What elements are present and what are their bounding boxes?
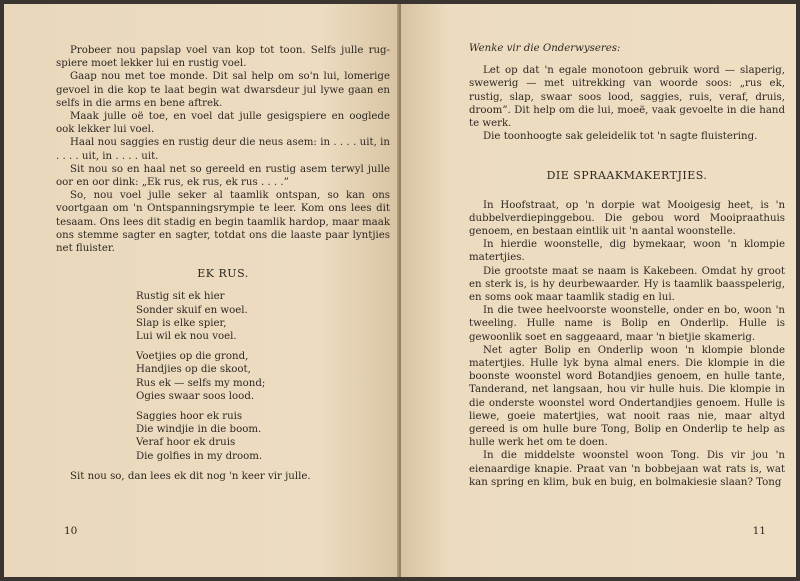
right-page — [401, 4, 796, 577]
stanza — [136, 290, 390, 343]
stanza — [136, 350, 390, 403]
paragraph: Sit nou so en haal net so gereeld en rustig asem terwyl julle oor en oor dink: „Ek rus, ek rus, ek rus . . . .” — [56, 163, 390, 189]
poem — [136, 290, 390, 462]
poem-line: Ogies swaar soos lood. — [136, 390, 255, 402]
section-heading: DIE SPRAAKMAKERTJIES. — [546, 169, 708, 183]
paragraph: In Hoofstraat, op 'n dorpie wat Mooigesig heet, is 'n dubbelverdiepinggebou. Die gebou word Mooipraathuis genoem, en bestaan eintlik uit 'n aantal woonstelle. — [469, 199, 785, 238]
paragraph: Die grootste maat se naam is Kakebeen. Omdat hy groot en sterk is, is hy deurbewaarder. Hy is taamlik baasspelerig, en soms ook maar taamlik stadig en lui. — [469, 265, 785, 304]
poem-line: Lui wil ek nou voel. — [136, 331, 237, 343]
paragraph: In die middelste woonstel woon Tong. Dis vir jou 'n eienaardige knapie. Praat van 'n bobbejaan wat rats is, wat kan spring en klim, buk en buig, en bolmakiesie slaan? Tong — [469, 450, 785, 488]
page-number: 11 — [752, 525, 766, 537]
paragraph: Haal nou saggies en rustig deur die neus asem: in . . . . uit, in . . . . uit, in . . . . uit. — [56, 137, 390, 162]
left-page-text — [56, 44, 390, 483]
right-page-text — [469, 42, 785, 489]
page-number: 10 — [64, 525, 78, 537]
poem-line: Saggies hoor ek ruis — [136, 411, 243, 423]
paragraph: In die twee heelvoorste woonstelle, onder en bo, woon 'n tweeling. Hulle name is Bolip en Onderlip. Hulle is gewoonlik soet en saggeaard, maar 'n bietjie skamerig. — [469, 305, 785, 343]
poem-line: Handjies op die skoot, — [136, 364, 251, 376]
paragraph: Maak julle oë toe, en voel dat julle gesigspiere en ooglede ook lekker lui voel. — [56, 111, 390, 136]
poem-line: Slap is elke spier, — [136, 317, 227, 329]
poem-line: Voetjies op die grond, — [136, 351, 249, 363]
poem-line: Die windjie in die boom. — [136, 424, 262, 436]
paragraph: In hierdie woonstelle, dig bymekaar, woon 'n klompie matertjies. — [469, 239, 785, 264]
paragraph: Probeer nou papslap voel van kop tot toon. Selfs julle rugspiere moet lekker lui en rustig voel. — [56, 45, 390, 70]
stanza — [136, 410, 390, 463]
book-spread — [4, 4, 796, 577]
poem-line: Rus ek — selfs my mond; — [136, 377, 266, 389]
poem-line: Rustig sit ek hier — [136, 291, 225, 303]
closing-line: Sit nou so, dan lees ek dit nog 'n keer vir julle. — [70, 470, 311, 482]
paragraph: Let op dat 'n egale monotoon gebruik word — slaperig, swewerig — met uitrekking van woorde soos: „rus ek, rustig, slap, swaar soos lood, saggies, ruis, veraf, druis, droom”. Dit help om die lui, moeë, vaak gevoelte in die hand te werk. — [469, 65, 785, 130]
paragraph: Gaap nou met toe monde. Dit sal help om so'n lui, lomerige gevoel in die kop te laat begin wat dwarsdeur jul lywe gaan en selfs in die arms en bene aftrek. — [56, 71, 390, 109]
paragraph: Net agter Bolip en Onderlip woon 'n klompie blonde matertjies. Hulle lyk byna almal eners. Die klompie in die boonste woonstel word Botandjies genoem, en hulle tante, Tanderand, net langsaan, hou vir hulle huis. Die klompie in die onderste woonstel word Ondertandjies genoem. Hulle is liewe, goeie matertjies, wat nooit raas nie, maar altyd gereed is om hulle bure Tong, Bolip en Onderlip te help as hulle werk het om te doen. — [469, 344, 785, 449]
poem-line: Die golfies in my droom. — [136, 450, 263, 462]
paragraph: Die toonhoogte sak geleidelik tot 'n sagte fluistering. — [483, 131, 758, 143]
poem-line: Veraf hoor ek druis — [136, 437, 236, 449]
left-page — [4, 4, 399, 577]
wenke-title: Wenke vir die Onderwyseres: — [469, 43, 621, 54]
paragraph: So, nou voel julle seker al taamlik ontspan, so kan ons voortgaan om 'n Ontspanningsrympie te leer. Kom ons lees dit tesaam. Ons lees dit stadig en begin taamlik hardop, maar maak ons stemme sagter en sagter, totdat ons die laaste paar lyntjies net fluister. — [56, 190, 390, 255]
poem-title: EK RUS. — [197, 267, 249, 281]
poem-line: Sonder skuif en woel. — [136, 304, 248, 316]
